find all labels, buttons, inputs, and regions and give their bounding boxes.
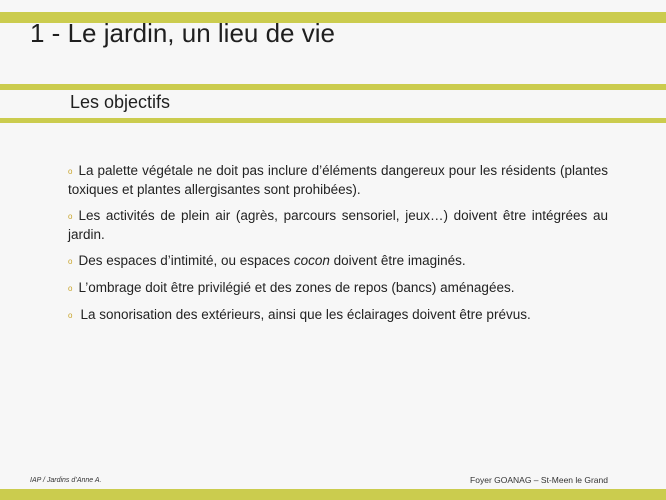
bullet-marker-icon: o	[68, 311, 73, 320]
bullet-item	[68, 306, 608, 325]
title-divider-bar	[0, 84, 666, 90]
bullet-text: L’ombrage doit être privilégié et des zones de repos (bancs) aménagées.	[78, 280, 515, 295]
bullet-text: La palette végétale ne doit pas inclure d’éléments dangereux pour les résidents (plantes toxiques et plantes allergisantes sont prohibées).	[68, 163, 608, 197]
bullet-item	[68, 162, 608, 199]
bullet-text: Des espaces d’intimité, ou espaces	[78, 253, 294, 268]
bullet-text-continued: doivent être imaginés.	[329, 253, 466, 268]
bullet-marker-icon: o	[68, 257, 73, 266]
bullet-text: Les activités de plein air (agrès, parcours sensoriel, jeux…) doivent être intégrées au jardin.	[68, 208, 608, 242]
bullet-text: La sonorisation des extérieurs, ainsi que les éclairages doivent être prévus.	[80, 307, 531, 322]
bullet-item	[68, 279, 608, 298]
bullet-text-emphasis: cocon	[293, 253, 330, 268]
bullet-marker-icon: o	[68, 167, 73, 176]
bottom-accent-bar	[0, 489, 666, 500]
slide-subtitle: Les objectifs	[70, 92, 171, 112]
bullet-item	[68, 252, 608, 271]
bullet-marker-icon: o	[68, 212, 73, 221]
bullet-item	[68, 207, 608, 244]
bullet-list	[68, 162, 608, 333]
subtitle-divider-bar	[0, 118, 666, 123]
slide-title: 1 - Le jardin, un lieu de vie	[30, 18, 335, 48]
footer-organization: Foyer GOANAG – St-Meen le Grand	[470, 475, 608, 485]
footer-credit: IAP / Jardins d’Anne A.	[30, 477, 102, 484]
bullet-marker-icon: o	[68, 284, 73, 293]
